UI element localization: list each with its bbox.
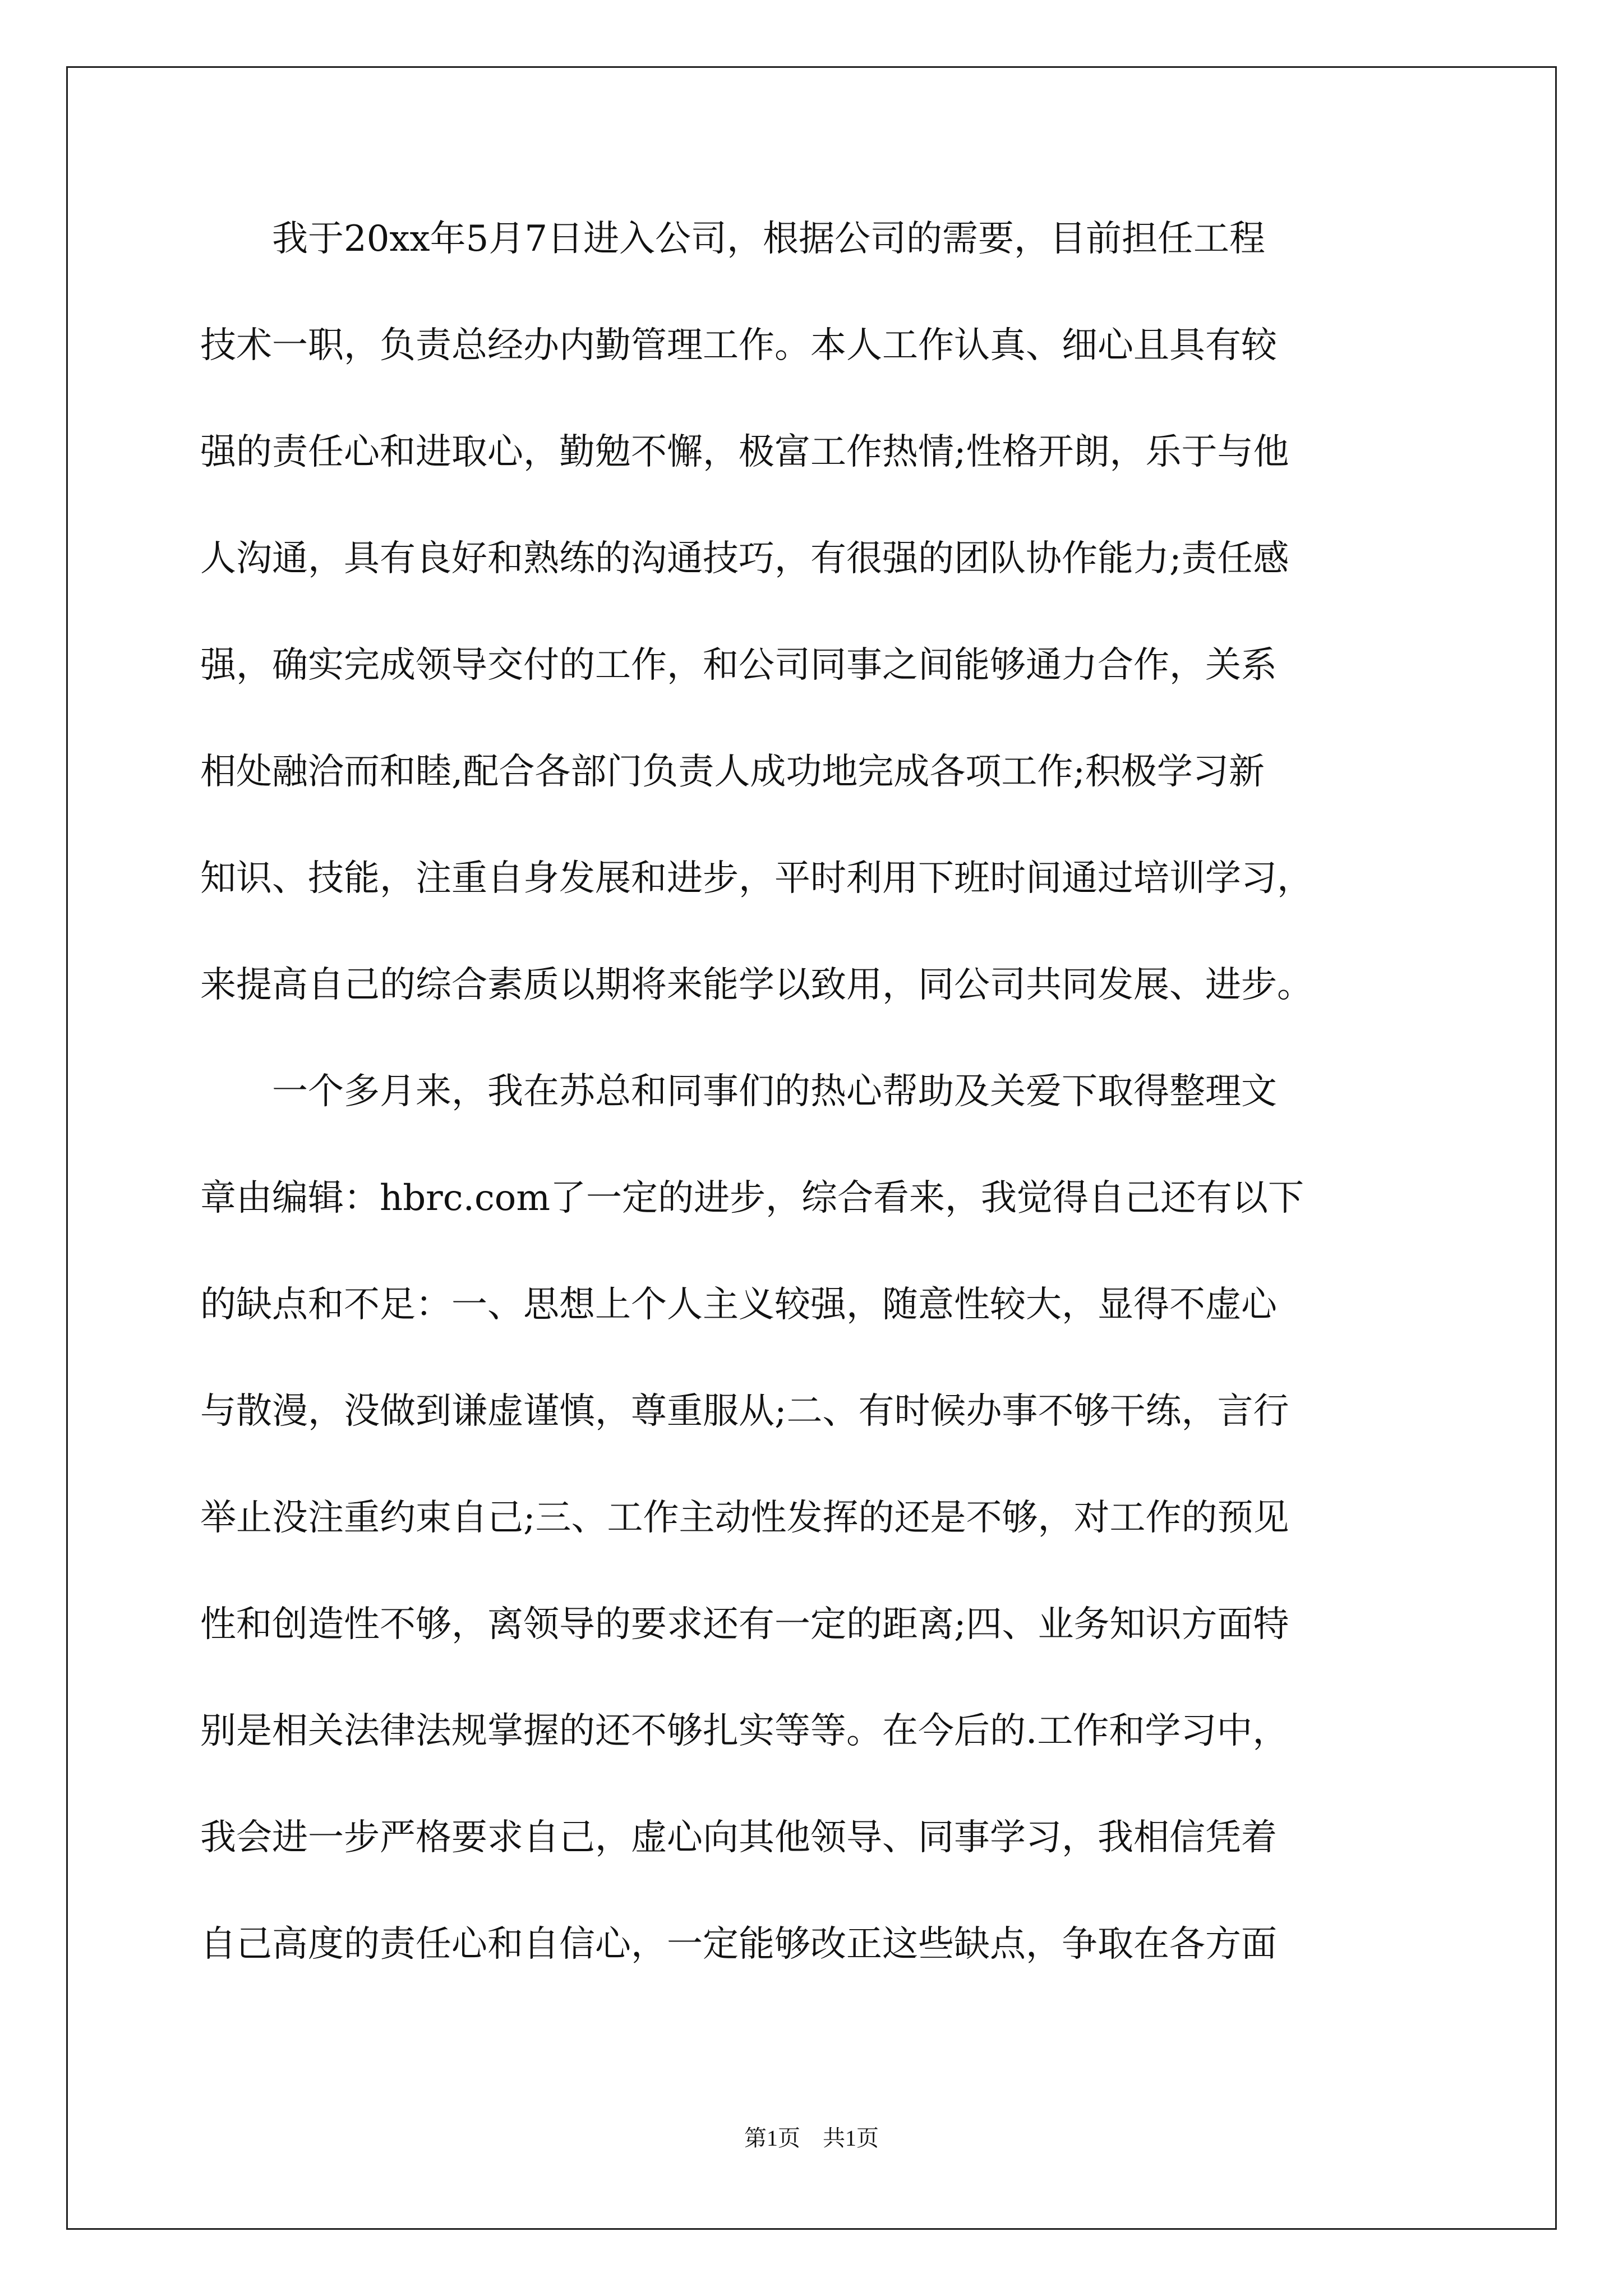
text-line: 与散漫，没做到谦虚谨慎，尊重服从;二、有时候办事不够干练，言行 xyxy=(200,1391,1289,1432)
page-border xyxy=(66,66,1557,2230)
page-footer: 第1页 共1页 xyxy=(744,2125,879,2151)
text-line: 知识、技能，注重自身发展和进步，平时利用下班时间通过培训学习， xyxy=(200,858,1313,899)
text-line: 别是相关法律法规掌握的还不够扎实等等。在今后的.工作和学习中， xyxy=(200,1710,1289,1752)
text-line: 举止没注重约束自己;三、工作主动性发挥的还是不够，对工作的预见 xyxy=(200,1497,1289,1539)
text-line: 的缺点和不足：一、思想上个人主义较强，随意性较大，显得不虚心 xyxy=(200,1284,1277,1326)
text-line: 自己高度的责任心和自信心，一定能够改正这些缺点，争取在各方面 xyxy=(200,1924,1277,1965)
text-line: 我会进一步严格要求自己，虚心向其他领导、同事学习，我相信凭着 xyxy=(200,1817,1277,1858)
text-line: 强的责任心和进取心，勤勉不懈，极富工作热情;性格开朗，乐于与他 xyxy=(200,431,1289,473)
text-line: 一个多月来，我在苏总和同事们的热心帮助及关爱下取得整理文 xyxy=(200,1071,1277,1112)
text-line: 强，确实完成领导交付的工作，和公司同事之间能够通力合作，关系 xyxy=(200,645,1277,686)
text-line: 人沟通，具有良好和熟练的沟通技巧，有很强的团队协作能力;责任感 xyxy=(200,538,1289,579)
text-line: 章由编辑：hbrc.com了一定的进步，综合看来，我觉得自己还有以下 xyxy=(200,1177,1304,1219)
text-line: 相处融洽而和睦,配合各部门负责人成功地完成各项工作;积极学习新 xyxy=(200,751,1265,793)
text-line: 我于20xx年5月7日进入公司，根据公司的需要，目前担任工程 xyxy=(200,218,1266,260)
text-line: 性和创造性不够，离领导的要求还有一定的距离;四、业务知识方面特 xyxy=(200,1604,1289,1645)
text-line: 技术一职，负责总经办内勤管理工作。本人工作认真、细心且具有较 xyxy=(200,325,1277,366)
text-line: 来提高自己的综合素质以期将来能学以致用，同公司共同发展、进步。 xyxy=(200,964,1313,1006)
